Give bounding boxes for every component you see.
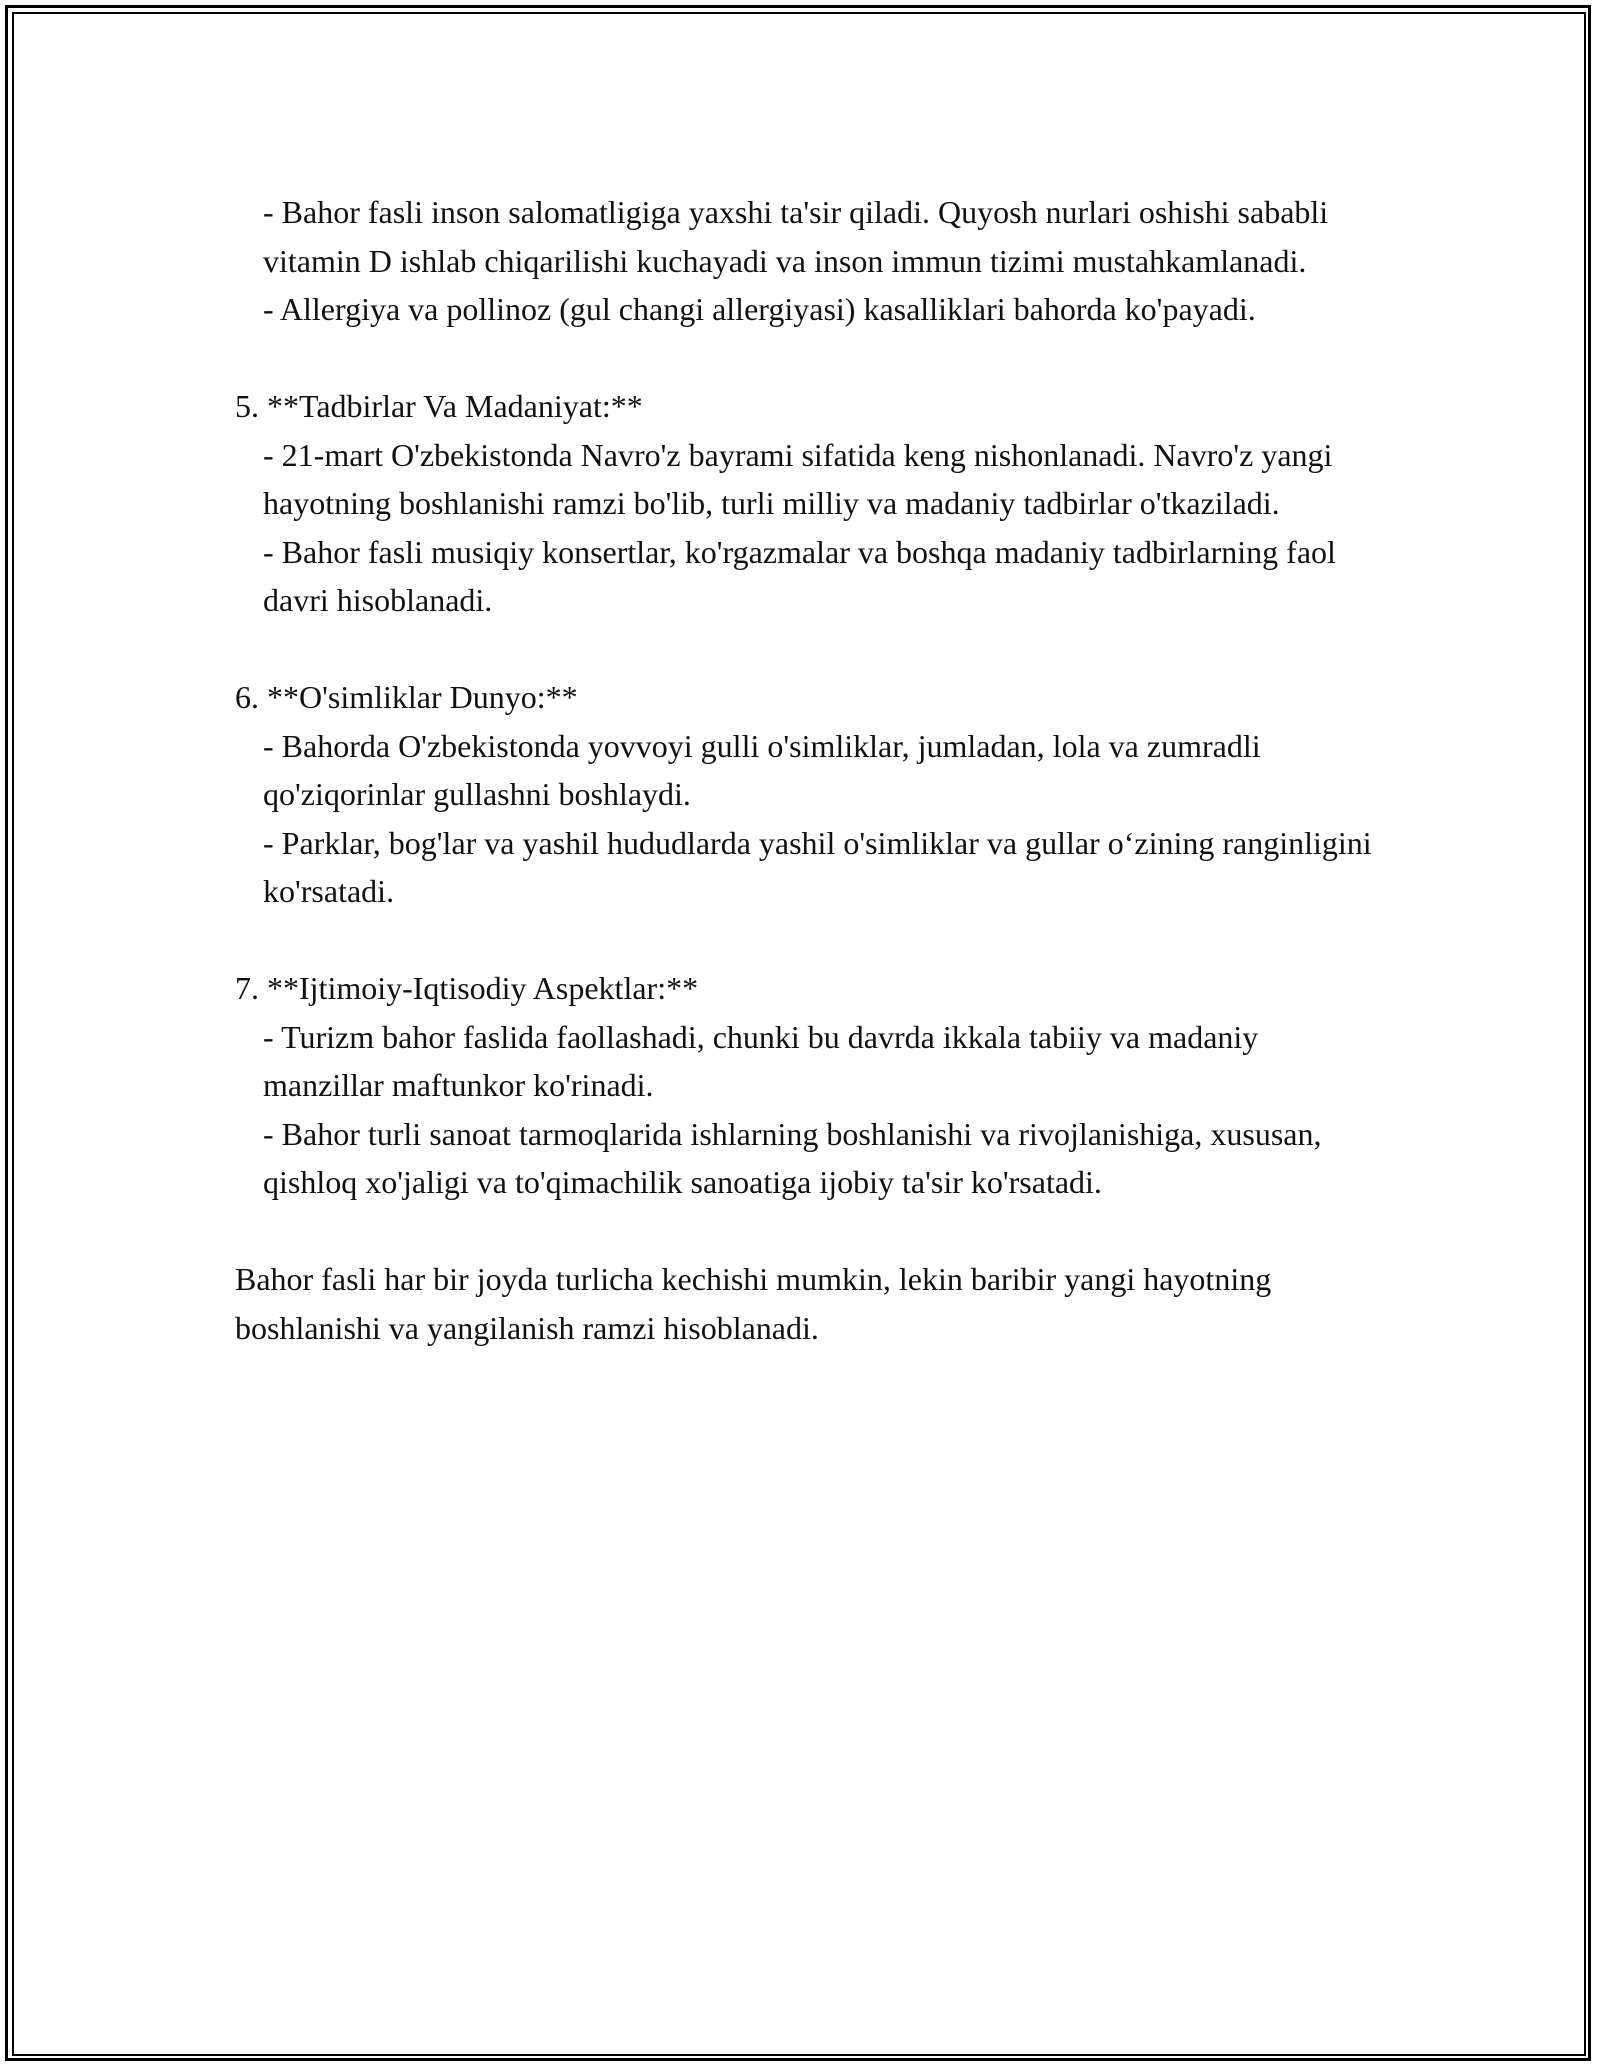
section-heading-5: 5. **Tadbirlar Va Madaniyat:** <box>235 388 643 424</box>
conclusion-paragraph: Bahor fasli har bir joyda turlicha kechishi mumkin, lekin baribir yangi hayotning boshlanishi va yangilanish ramzi hisoblanadi. <box>235 1261 1280 1346</box>
spacer <box>235 1207 1375 1256</box>
document-body <box>235 188 1380 1352</box>
spacer <box>235 625 1375 674</box>
bullet-parks-gardens: - Parklar, bog'lar va yashil hududlarda yashil o'simliklar va gullar o‘zining ranginligini ko'rsatadi. <box>263 824 1380 909</box>
bullet-tourism: - Turizm bahor faslida faollashadi, chunki bu davrda ikkala tabiiy va madaniy manzillar maftunkor ko'rinadi. <box>263 1018 1267 1103</box>
section-heading-7: 7. **Ijtimoiy-Iqtisodiy Aspektlar:** <box>235 970 699 1006</box>
section-heading-6: 6. **O'simliklar Dunyo:** <box>235 679 578 715</box>
spacer <box>235 334 1375 383</box>
spacer <box>235 916 1375 965</box>
bullet-navruz: - 21-mart O'zbekistonda Navro'z bayrami sifatida keng nishonlanadi. Navro'z yangi hayotning boshlanishi ramzi bo'lib, turli milliy va madaniy tadbirlar o'tkaziladi. <box>263 436 1341 521</box>
bullet-cultural-events: - Bahor fasli musiqiy konsertlar, ko'rgazmalar va boshqa madaniy tadbirlarning faol davri hisoblanadi. <box>263 533 1344 618</box>
bullet-wild-flowers: - Bahorda O'zbekistonda yovvoyi gulli o'simliklar, jumladan, lola va zumradli qo'ziqorinlar gullashni boshlaydi. <box>263 727 1269 812</box>
bullet-allergy: - Allergiya va pollinoz (gul changi allergiyasi) kasalliklari bahorda ko'payadi. <box>263 291 1256 327</box>
bullet-industry: - Bahor turli sanoat tarmoqlarida ishlarning boshlanishi va rivojlanishiga, xususan, qishloq xo'jaligi va to'qimachilik sanoatiga ijobiy ta'sir ko'rsatadi. <box>263 1115 1330 1200</box>
bullet-health-benefit: - Bahor fasli inson salomatligiga yaxshi ta'sir qiladi. Quyosh nurlari oshishi sababli vitamin D ishlab chiqarilishi kuchayadi va inson immun tizimi mustahkamlanadi. <box>263 194 1337 279</box>
